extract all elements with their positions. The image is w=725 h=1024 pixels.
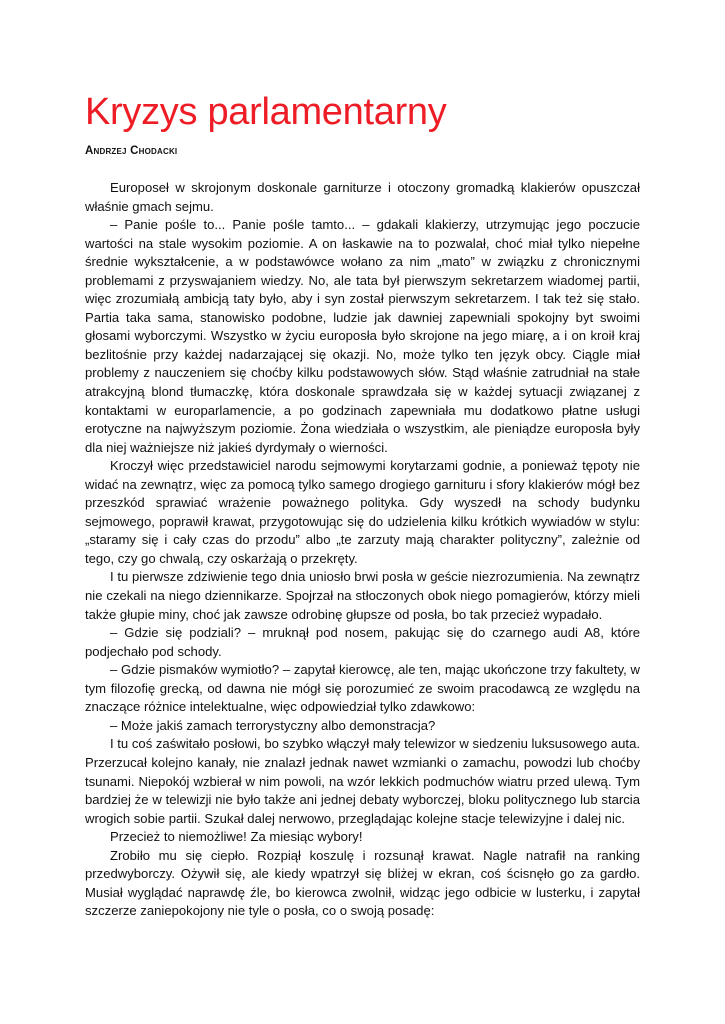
article-paragraph: Przecież to niemożliwe! Za miesiąc wybory! [110,829,363,845]
article-paragraph: Kroczył więc przedstawiciel narodu sejmowymi korytarzami godnie, a ponieważ tępoty nie widać na zewnątrz, więc za pomocą tylko samego drogiego garnituru i sfory klakierów mógł bez przeszkód sprawiać wrażenie poważnego polityka. Gdy wyszedł na schody budynku sejmowego, poprawił krawat, przygotowując się do udzielenia kilku krótkich wywiadów w stylu: „staramy się i cały czas do przodu” albo „te zarzuty mają charakter polityczny”, zależnie od tego, czy go chwalą, czy oskarżają o przekręty. [85,458,640,566]
article-paragraph: Zrobiło mu się ciepło. Rozpiął koszulę i rozsunął krawat. Nagle natrafił na ranking przedwyborczy. Ożywił się, ale kiedy wpatrzył się bliżej w ekran, coś ścisnęło go za gardło. Musiał wyglądać naprawdę źle, bo kierowca zwolnił, widząc jego odbicie w lusterku, i zapytał szczerze zaniepokojony nie tyle o posła, co o swoją posadę: [85,847,640,919]
article-paragraph: – Gdzie się podziali? – mruknął pod nosem, pakując się do czarnego audi A8, które podjechało pod schody. [85,625,640,659]
article-paragraph: I tu coś zaświtało posłowi, bo szybko włączył mały telewizor w siedzeniu luksusowego auta. Przerzucał kolejno kanały, nie znalazł jednak nawet wzmianki o zamachu, powodzi lub choćby tsunami. Niepokój wzbierał w nim powoli, na wzór lekkich podmuchów wiatru przed ulewą. Tym bardziej że w telewizji nie było także ani jednej debaty wyborczej, bloku politycznego lub starcia wrogich sobie partii. Szukał dalej nerwowo, przeglądając kolejne stacje telewizyjne i dalej nic. [85,736,640,826]
article-body [85,179,640,921]
article-page [85,90,640,921]
article-author: Andrzej Chodacki [85,145,178,157]
article-title: Kryzys parlamentarny [85,91,447,133]
article-paragraph: – Gdzie pismaków wymiotło? – zapytał kierowcę, ale ten, mając ukończone trzy fakultety, w tym filozofię grecką, od dawna nie mógł się porozumieć ze swoim pracodawcą ze względu na znaczące różnice intelektualne, więc odpowiedział tylko zdawkowo: [85,662,640,715]
article-paragraph: – Panie pośle to... Panie pośle tamto... – gdakali klakierzy, utrzymując jego poczucie wartości na stale wysokim poziomie. A on łaskawie na to pozwalał, choć miał tylko niepełne średnie wykształcenie, a w podstawówce wołano za nim „mato” w związku z chronicznymi problemami z przyswajaniem wiedzy. No, ale tata był pierwszym sekretarzem wiadomej partii, więc zrozumiałą ambicją taty było, aby i syn został pierwszym sekretarzem. I tak też się stało. Partia taka sama, stanowisko podobne, ludzie jak dawniej zapewniali spokojny byt swoimi głosami wyborczymi. Wszystko w życiu europosła było skrojone na jego miarę, a i on kroił kraj bezlitośnie przy każdej nadarzającej się okazji. No, może tylko ten język obcy. Ciągle miał problemy z nauczeniem się choćby kilku podstawowych słów. Stąd właśnie zatrudniał na stałe atrakcyjną blond tłumaczkę, która doskonale sprawdzała się w każdej sytuacji związanej z kontaktami w europarlamencie, a po godzinach zapewniała mu dodatkowo płatne usługi erotyczne na najwyższym poziomie. Żona wiedziała o wszystkim, ale pieniądze europosła były dla niej ważniejsze niż jakieś dyrdymały o wierności. [85,217,640,455]
article-paragraph: Europoseł w skrojonym doskonale garniturze i otoczony gromadką klakierów opuszczał właśnie gmach sejmu. [85,180,640,214]
article-paragraph: I tu pierwsze zdziwienie tego dnia uniosło brwi posła w geście niezrozumienia. Na zewnątrz nie czekali na niego dziennikarze. Spojrzał na stłoczonych obok niego pomagierów, którzy mieli także głupie miny, choć jak zawsze odrobinę głupsze od posła, bo tak przecież wypadało. [85,569,640,622]
article-paragraph: – Może jakiś zamach terrorystyczny albo demonstracja? [110,717,436,733]
